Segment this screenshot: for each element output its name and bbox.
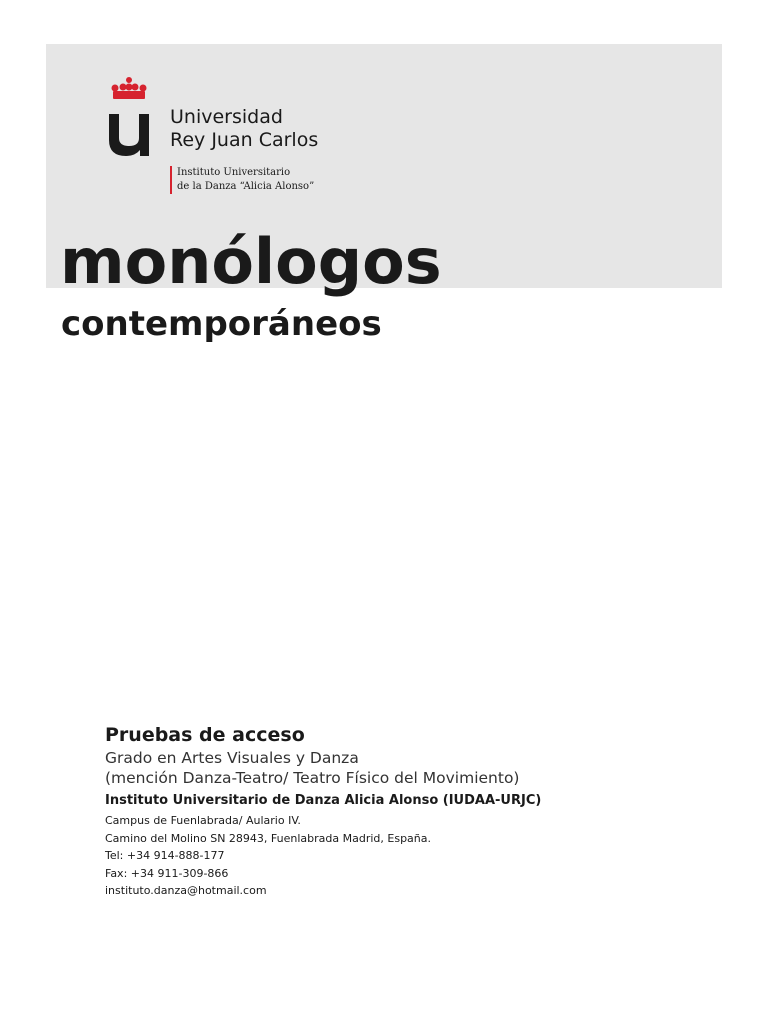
campus-line: Campus de Fuenlabrada/ Aulario IV. bbox=[105, 814, 301, 827]
email-line: instituto.danza@hotmail.com bbox=[105, 884, 267, 897]
document-subtitle: contemporáneos bbox=[61, 304, 382, 344]
institute-subtitle-line1: Instituto Universitario bbox=[177, 167, 291, 178]
mention-line: (mención Danza-Teatro/ Teatro Físico del Movimiento) bbox=[105, 769, 520, 787]
university-name-line2: Rey Juan Carlos bbox=[170, 129, 319, 151]
institute-name: Instituto Universitario de Danza Alicia Alonso (IUDAA-URJC) bbox=[105, 793, 542, 808]
address-line: Camino del Molino SN 28943, Fuenlabrada Madrid, España. bbox=[105, 831, 431, 845]
fax-line: Fax: +34 911-309-866 bbox=[105, 866, 229, 880]
institute-subtitle bbox=[170, 166, 314, 194]
info-heading: Pruebas de acceso bbox=[105, 724, 305, 746]
contact-info-block bbox=[105, 722, 725, 900]
university-logo bbox=[108, 76, 340, 196]
university-name bbox=[170, 106, 318, 152]
degree-line: Grado en Artes Visuales y Danza bbox=[105, 749, 359, 767]
university-name-line1: Universidad bbox=[170, 106, 283, 128]
tel-line: Tel: +34 914-888-177 bbox=[105, 849, 225, 862]
document-title: monólogos bbox=[60, 225, 442, 298]
institute-subtitle-line2: de la Danza “Alicia Alonso” bbox=[177, 181, 315, 192]
urjc-crown-u-icon bbox=[108, 76, 150, 156]
